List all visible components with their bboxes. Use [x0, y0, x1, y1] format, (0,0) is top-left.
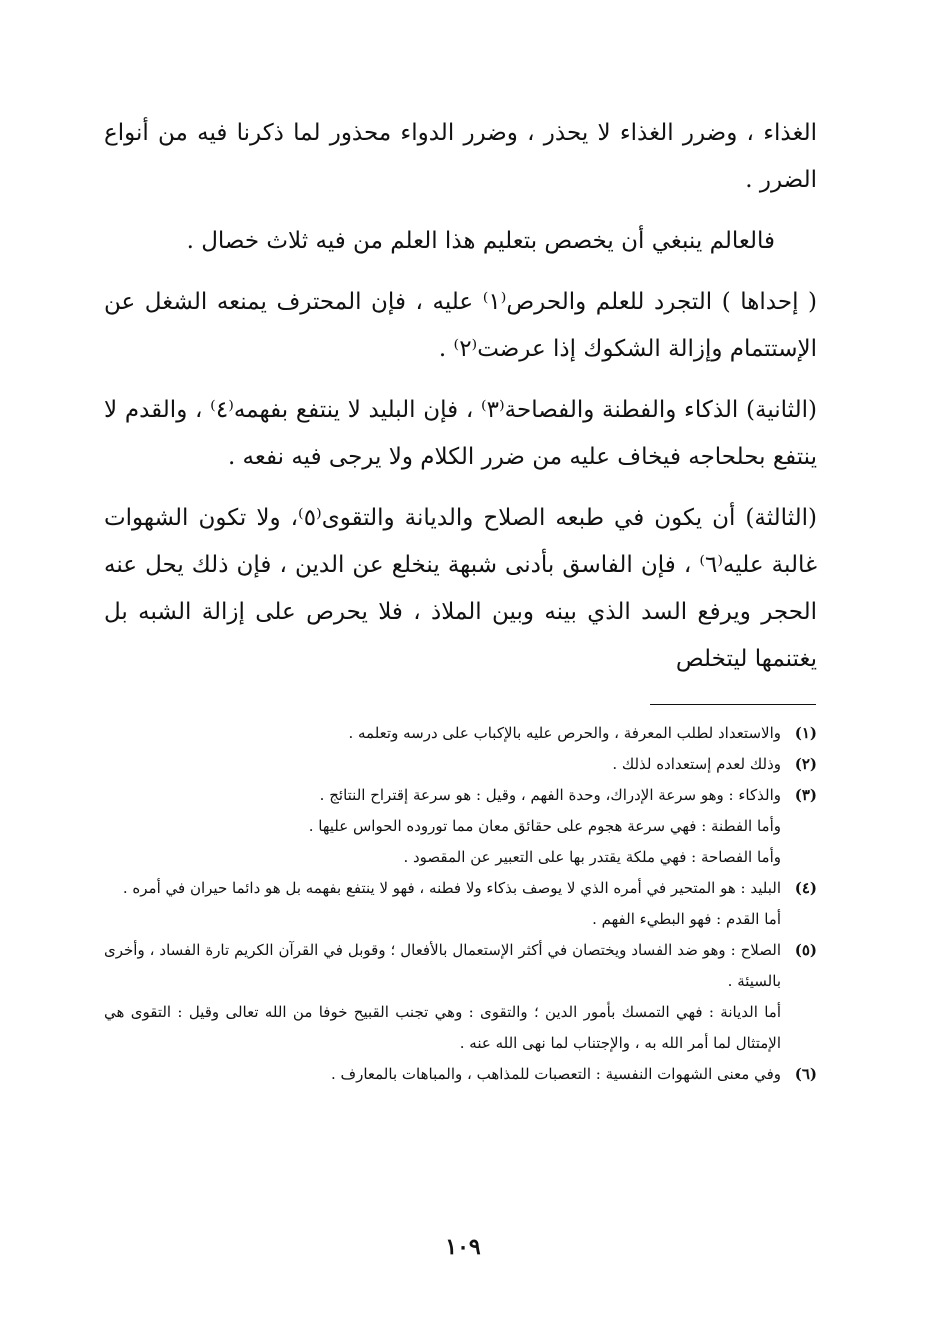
paragraph: (الثانية) الذكاء والفطنة والفصاحة⁽٣⁾ ، فإن البليد لا ينتفع بفهمه⁽٤⁾ ، والقدم لا ينتفع بحلحاجه فيخاف عليه من ضرر الكلام ولا يرجى فيه نفعه . — [104, 397, 817, 470]
footnote-number: (٣) — [794, 786, 817, 804]
footnote-text: والذكاء : وهو سرعة الإدراك، وحدة الفهم ، وقيل : هو سرعة إقتراح النتائج . — [319, 786, 781, 804]
footnote — [104, 873, 817, 904]
main-text — [104, 110, 817, 697]
footnote — [104, 935, 817, 997]
footnote-separator — [650, 704, 816, 705]
footnote-continuation: أما القدم : فهو البطيء الفهم . — [592, 910, 781, 928]
footnote-text: البليد : هو المتحير في أمره الذي لا يوصف بذكاء ولا فطنه ، فهو لا ينتفع بفهمه بل هو دائما حيران في أمره . — [122, 879, 781, 897]
footnote-text: والاستعداد لطلب المعرفة ، والحرص عليه بالإكباب على درسه وتعلمه . — [348, 724, 781, 742]
footnote-text: الصلاح : وهو ضد الفساد ويختصان في أكثر الإستعمال بالأفعال ؛ وقوبل في القرآن الكريم تارة الفساد ، وأخرى بالسيئة . — [104, 941, 781, 990]
footnote-text: وفي معنى الشهوات النفسية : التعصبات للمذاهب ، والمباهات بالمعارف . — [331, 1065, 781, 1083]
footnote-number: (١) — [794, 724, 817, 742]
footnote — [104, 1059, 817, 1090]
footnote-number: (٢) — [794, 755, 817, 773]
paragraph: فالعالم ينبغي أن يخصص بتعليم هذا العلم من فيه ثلاث خصال . — [186, 228, 775, 254]
footnote-continuation: وأما الفصاحة : فهي ملكة يقتدر بها على التعبير عن المقصود . — [403, 848, 781, 866]
footnote-number: (٥) — [794, 941, 817, 959]
paragraph: (الثالثة) أن يكون في طبعه الصلاح والديانة والتقوى⁽٥⁾، ولا تكون الشهوات غالبة عليه⁽٦⁾ ، فإن الفاسق بأدنى شبهة ينخلع عن الدين ، فإن ذلك يحل عنه الحجر ويرفع السد الذي بينه وبين الملاذ ، فلا يحرص على إزالة الشبه بل يغتنمها ليتخلص — [104, 505, 818, 672]
paragraph: ( إحداها ) التجرد للعلم والحرص⁽١⁾ عليه ، فإن المحترف يمنعه الشغل عن الإستتمام وإزالة الشكوك إذا عرضت⁽٢⁾ . — [104, 289, 818, 362]
page-number: ١٠٩ — [445, 1234, 481, 1260]
footnote-continuation: وأما الفطنة : فهي سرعة هجوم على حقائق معان مما توروده الحواس عليها . — [308, 817, 781, 835]
footnote — [104, 718, 817, 749]
footnote — [104, 749, 817, 780]
paragraph: الغذاء ، وضرر الغذاء لا يحذر ، وضرر الدواء محذور لما ذكرنا فيه من أنواع الضرر . — [104, 120, 817, 193]
footnotes — [104, 718, 817, 1090]
footnote — [104, 780, 817, 811]
footnote-continuation: أما الديانة : فهي التمسك بأمور الدين ؛ والتقوى : وهي تجنب القبيح خوفا من الله تعالى وقيل : التقوى هي الإمتثال لما أمر الله به ، والإجتناب لما نهى الله عنه . — [104, 1003, 781, 1052]
footnote-number: (٦) — [794, 1065, 817, 1083]
footnote-text: وذلك لعدم إستعداده لذلك . — [612, 755, 781, 773]
footnote-number: (٤) — [794, 879, 817, 897]
